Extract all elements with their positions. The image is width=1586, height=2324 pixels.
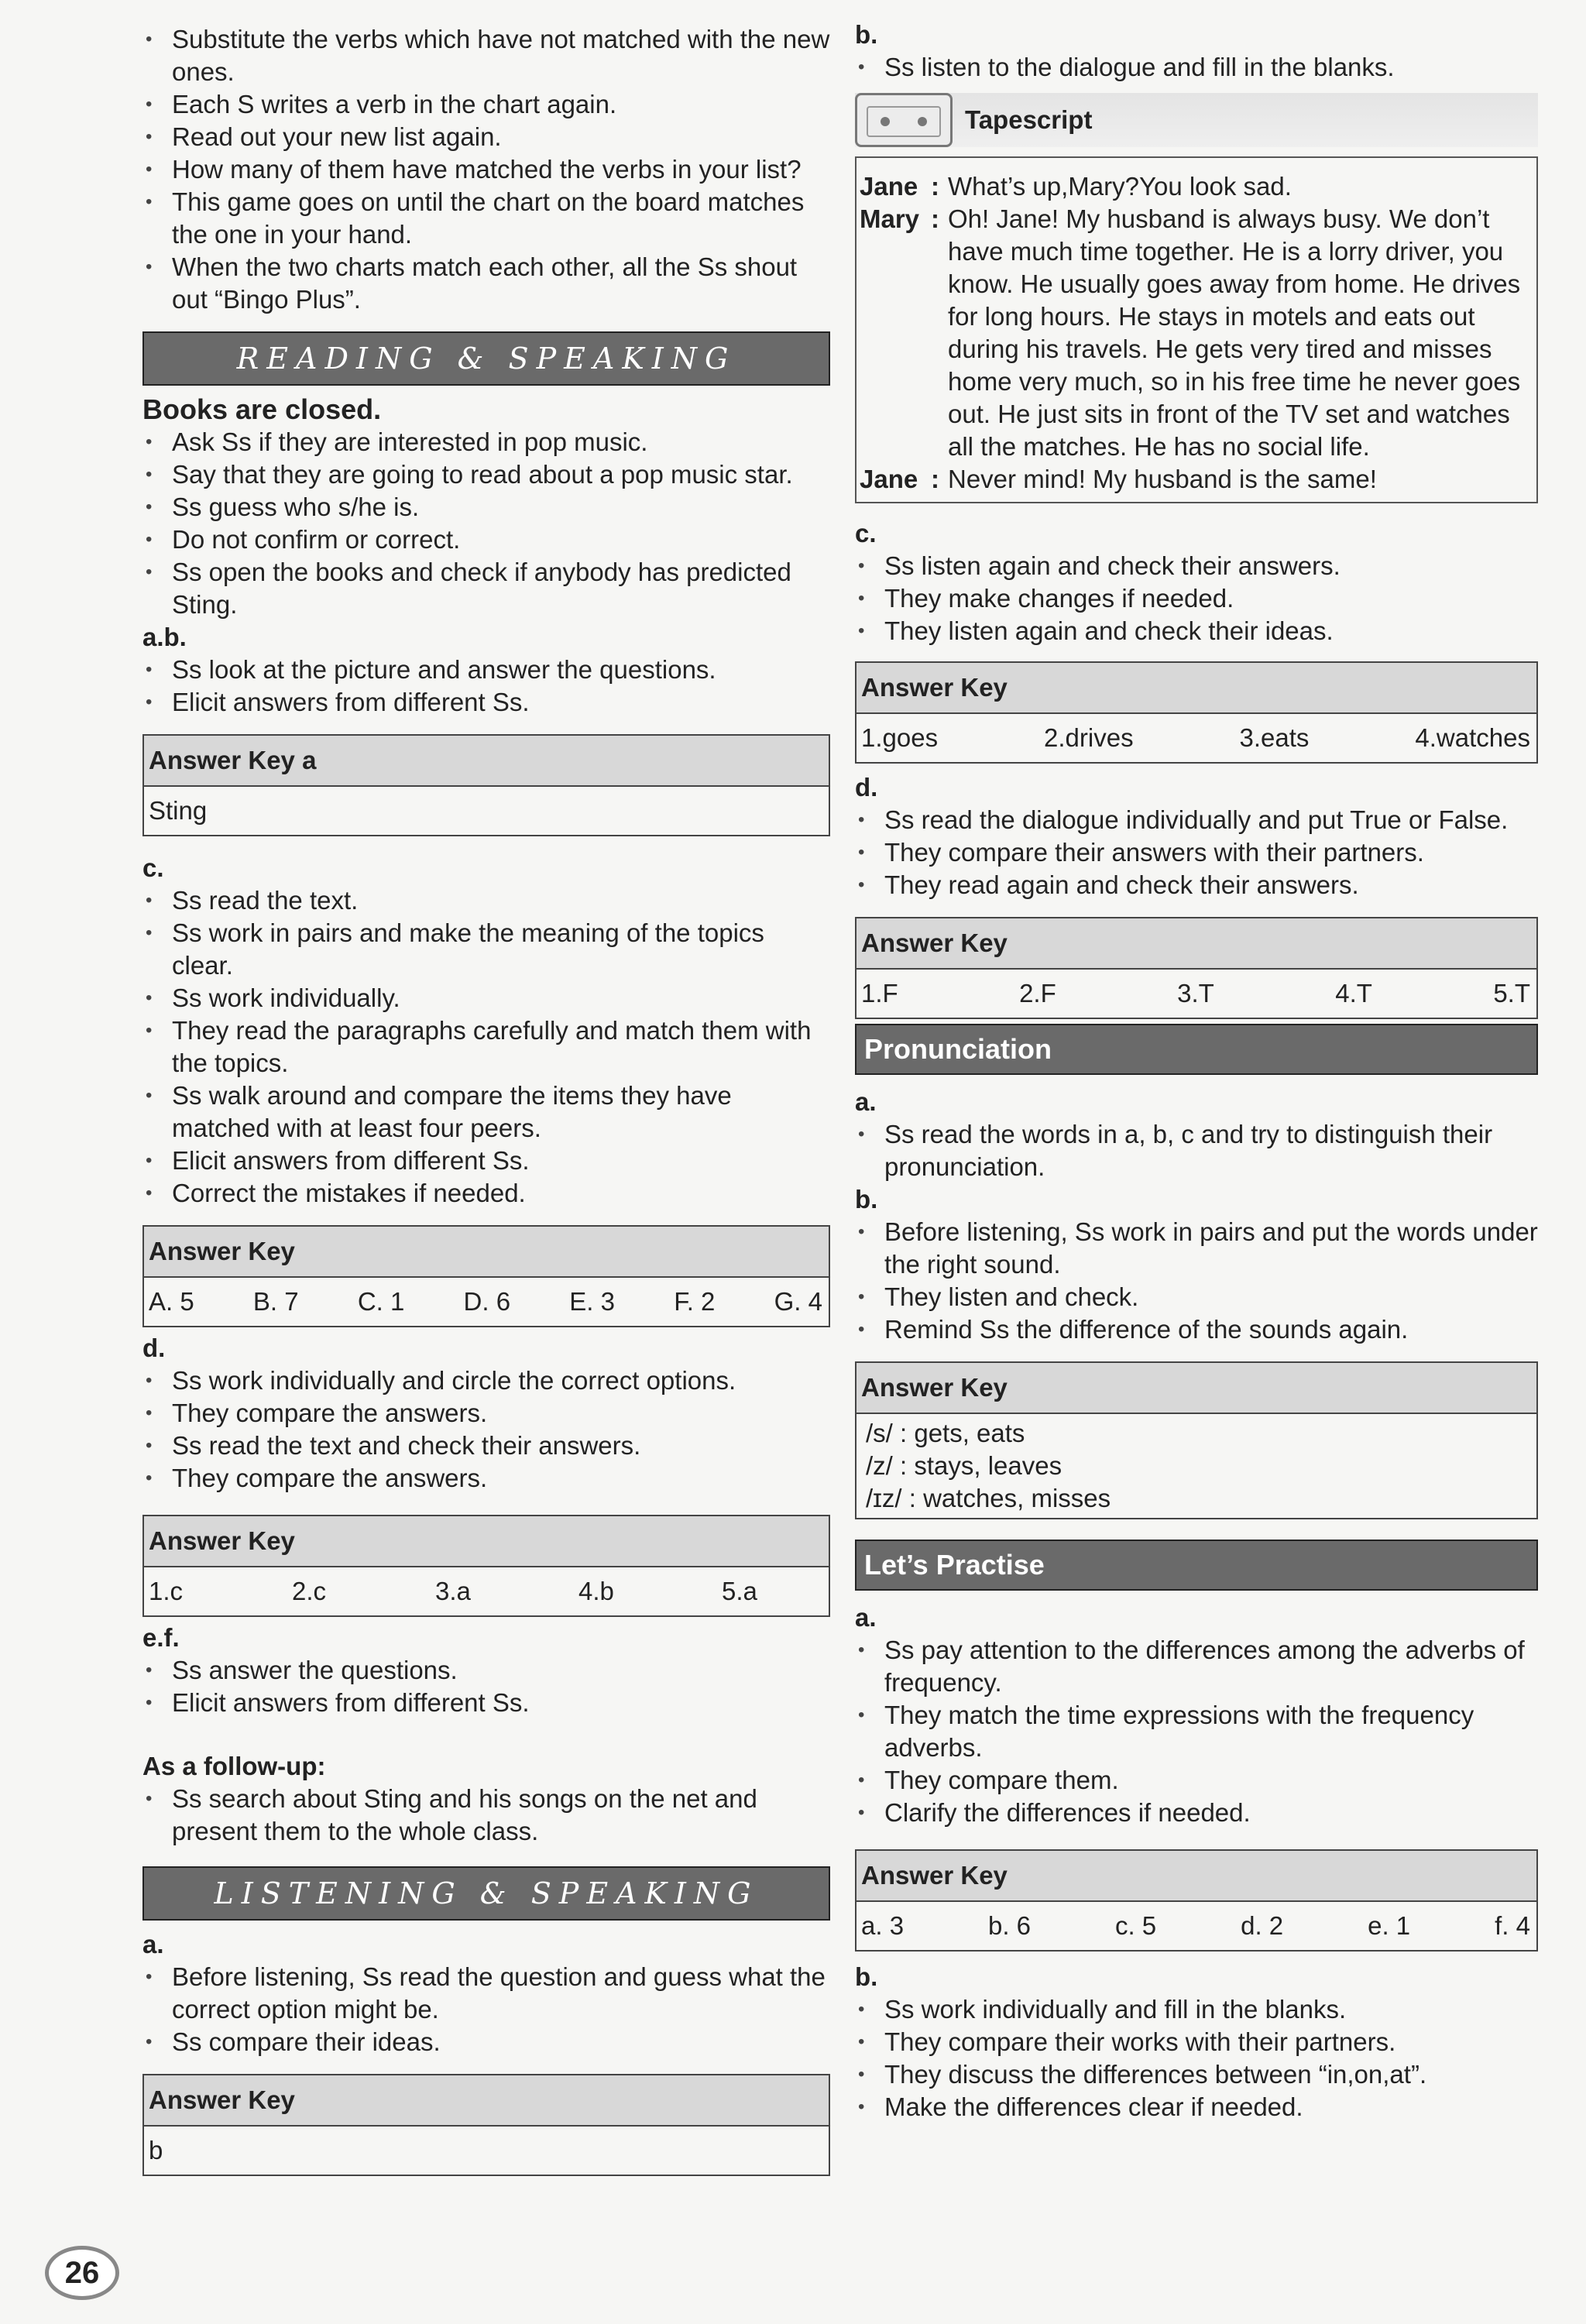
- dialogue-line: Jane : What’s up,Mary?You look sad.: [860, 170, 1532, 203]
- answer-key-row: [857, 1902, 1536, 1950]
- answer-value: 1.c: [149, 1577, 184, 1605]
- list-item: • They discuss the differences between “in,on,at”.: [855, 2058, 1538, 2091]
- list-item: • They listen again and check their ideas.: [855, 615, 1538, 647]
- answer-key-title: Answer Key: [144, 1516, 829, 1567]
- answer-value: a. 3: [861, 1911, 905, 1940]
- list-item: • Ss listen again and check their answers.: [855, 550, 1538, 582]
- answer-key-title: Answer Key: [857, 1363, 1536, 1414]
- speaker-name: Mary: [860, 204, 920, 233]
- answer-value: 2.drives: [1044, 723, 1134, 752]
- answer-key-row: [144, 787, 829, 835]
- answer-value: 1.goes: [861, 723, 939, 752]
- answer-value: f. 4: [1495, 1911, 1530, 1940]
- list-item: • Before listening, Ss read the question and guess what the correct option might be.: [142, 1961, 830, 2026]
- section-label-c: c.: [142, 853, 164, 882]
- list-item: • They read again and check their answers.: [855, 869, 1538, 901]
- answer-value: c. 5: [1114, 1911, 1157, 1940]
- right-column: [855, 19, 1538, 2123]
- answer-value: G. 4: [774, 1287, 822, 1316]
- list-item: • Elicit answers from different Ss.: [142, 1145, 830, 1177]
- intro-list: [142, 23, 830, 316]
- list-item: • Remind Ss the difference of the sounds again.: [855, 1313, 1538, 1346]
- answer-key-la: [142, 2074, 830, 2176]
- answer-key-title: Answer Key: [144, 1227, 829, 1278]
- list-item: • Each S writes a verb in the chart again.: [142, 88, 830, 121]
- answer-key-title: Answer Key: [857, 918, 1536, 970]
- list-item: • Ss look at the picture and answer the questions.: [142, 654, 830, 686]
- lpb-list: [855, 1993, 1538, 2123]
- answer-value: B. 7: [252, 1287, 299, 1316]
- dialogue-text: Oh! Jane! My husband is always busy. We don’t have much time together. He is a lorry driver, you know. He usually goes away from home. He drives for long hours. He stays in motels and eats out during his travels. He gets very tired and misses home very much, so in his free time he never goes out. He just sits in front of the TV set and watches all the matches. He has no social life.: [948, 204, 1521, 461]
- list-item: • They compare them.: [855, 1764, 1538, 1797]
- answer-key-title: Answer Key a: [144, 736, 829, 787]
- answer-value: e. 1: [1368, 1911, 1411, 1940]
- list-item: • They compare the answers.: [142, 1397, 830, 1430]
- ab-list: [142, 654, 830, 719]
- section-label-pa: a.: [855, 1087, 877, 1116]
- answer-key-title: Answer Key: [144, 2075, 829, 2127]
- list-item: • Ss pay attention to the differences among the adverbs of frequency.: [855, 1634, 1538, 1699]
- list-item: • Ss work individually and fill in the blanks.: [855, 1993, 1538, 2026]
- answer-value: 3.a: [435, 1577, 471, 1605]
- list-item: • Ss guess who s/he is.: [142, 491, 830, 524]
- list-item: • They compare their answers with their partners.: [855, 836, 1538, 869]
- speaker-name: Jane: [860, 172, 918, 201]
- answer-key-row: [144, 2127, 829, 2175]
- pb-list: [855, 1216, 1538, 1346]
- list-item: • Ss compare their ideas.: [142, 2026, 830, 2058]
- lets-practise-banner: Let’s Practise: [855, 1540, 1538, 1591]
- answer-key-row: [144, 1278, 829, 1326]
- list-item: • Substitute the verbs which have not matched with the new ones.: [142, 23, 830, 88]
- b-list: [855, 51, 1538, 84]
- reading-speaking-banner: READING & SPEAKING: [142, 331, 830, 386]
- answer-value: b. 6: [987, 1911, 1032, 1940]
- list-item: • Make the differences clear if needed.: [855, 2091, 1538, 2123]
- page-number-badge: [34, 2243, 135, 2305]
- d-list: [855, 804, 1538, 901]
- answer-value: b: [149, 2136, 163, 2164]
- answer-value: 4.b: [578, 1577, 614, 1605]
- list-item: • They listen and check.: [855, 1281, 1538, 1313]
- dialogue-text: What’s up,Mary?You look sad.: [948, 172, 1292, 201]
- books-list: [142, 426, 830, 621]
- list-item: • Ss read the text and check their answers.: [142, 1430, 830, 1462]
- section-label-ab: a.b.: [142, 623, 187, 651]
- list-item: • Ss work individually.: [142, 982, 830, 1014]
- list-item: • Ss answer the questions.: [142, 1654, 830, 1687]
- list-item: • Ss walk around and compare the items they have matched with at least four peers.: [142, 1080, 830, 1145]
- c-list: [142, 884, 830, 1210]
- page-number: 26: [64, 2256, 100, 2290]
- speaker-name: Jane: [860, 465, 918, 493]
- dialogue-line: Jane : Never mind! My husband is the same!: [860, 463, 1532, 496]
- list-item: • Read out your new list again.: [142, 121, 830, 153]
- answer-value: D. 6: [463, 1287, 511, 1316]
- tapescript-title: Tapescript: [965, 105, 1093, 134]
- ef-list: [142, 1654, 830, 1719]
- answer-value: E. 3: [569, 1287, 615, 1316]
- books-closed-heading: Books are closed.: [142, 393, 382, 425]
- section-label-d: d.: [855, 773, 878, 802]
- answer-key-a: [142, 734, 830, 836]
- list-item: • Ss work in pairs and make the meaning of the topics clear.: [142, 917, 830, 982]
- answer-key-listening-c: [855, 661, 1538, 764]
- list-item: • Ss open the books and check if anybody has predicted Sting.: [142, 556, 830, 621]
- list-item: • Ss listen to the dialogue and fill in the blanks.: [855, 51, 1538, 84]
- list-item: • They compare the answers.: [142, 1462, 830, 1495]
- list-item: • How many of them have matched the verbs in your list?: [142, 153, 830, 186]
- la-list: [142, 1961, 830, 2058]
- section-label-lpb: b.: [855, 1962, 878, 1991]
- list-item: • Before listening, Ss work in pairs and put the words under the right sound.: [855, 1216, 1538, 1281]
- section-label-c: c.: [855, 519, 877, 548]
- section-label-pb: b.: [855, 1185, 878, 1213]
- answer-key-rows: [857, 1414, 1536, 1518]
- answer-value: 4.watches: [1415, 723, 1530, 752]
- dialogue-line: Mary : Oh! Jane! My husband is always busy. We don’t have much time together. He is a lorry driver, you know. He usually goes away from home. He drives for long hours. He stays in motels and eats out during his travels. He gets very tired and misses home very much, so in his free time he never goes out. He just sits in front of the TV set and watches all the matches. He has no social life.: [860, 203, 1532, 463]
- answer-key-listening-d: [855, 917, 1538, 1019]
- list-item: • Ask Ss if they are interested in pop music.: [142, 426, 830, 458]
- answer-row: /s/ : gets, eats: [866, 1419, 1025, 1447]
- answer-value: 3.T: [1177, 979, 1214, 1008]
- tapescript-box: [855, 156, 1538, 503]
- answer-value: F. 2: [674, 1287, 716, 1316]
- answer-value: A. 5: [149, 1287, 194, 1316]
- pronunciation-banner: Pronunciation: [855, 1024, 1538, 1075]
- answer-key-d: [142, 1515, 830, 1617]
- list-item: • Ss read the dialogue individually and put True or False.: [855, 804, 1538, 836]
- answer-key-row: [857, 970, 1536, 1018]
- left-column: [142, 19, 830, 2176]
- answer-key-row: [857, 714, 1536, 762]
- answer-row: /ɪz/ : watches, misses: [866, 1484, 1111, 1512]
- section-label-la: a.: [142, 1930, 164, 1958]
- list-item: • Clarify the differences if needed.: [855, 1797, 1538, 1829]
- answer-value: Sting: [149, 796, 208, 825]
- answer-key-pronunciation: [855, 1361, 1538, 1519]
- followup-label: As a follow-up:: [142, 1752, 326, 1780]
- pa-list: [855, 1118, 1538, 1183]
- list-item: • Correct the mistakes if needed.: [142, 1177, 830, 1210]
- answer-value: 5.T: [1493, 979, 1530, 1008]
- listening-speaking-banner: LISTENING & SPEAKING: [142, 1866, 830, 1921]
- answer-key-row: [144, 1567, 829, 1615]
- answer-value: 5.a: [722, 1577, 757, 1605]
- section-label-d: d.: [142, 1334, 166, 1362]
- dialogue-text: Never mind! My husband is the same!: [948, 465, 1377, 493]
- answer-key-practise: [855, 1849, 1538, 1952]
- answer-key-title: Answer Key: [857, 663, 1536, 714]
- section-label-ef: e.f.: [142, 1623, 180, 1652]
- c-list: [855, 550, 1538, 647]
- list-item: • Ss read the words in a, b, c and try to distinguish their pronunciation.: [855, 1118, 1538, 1183]
- answer-value: 2.c: [292, 1577, 327, 1605]
- list-item: • Say that they are going to read about a pop music star.: [142, 458, 830, 491]
- followup-list: [142, 1783, 830, 1848]
- list-item: • They compare their works with their partners.: [855, 2026, 1538, 2058]
- list-item: • Elicit answers from different Ss.: [142, 1687, 830, 1719]
- list-item: • When the two charts match each other, all the Ss shout out “Bingo Plus”.: [142, 251, 830, 316]
- answer-value: 4.T: [1335, 979, 1372, 1008]
- list-item: • They read the paragraphs carefully and match them with the topics.: [142, 1014, 830, 1080]
- list-item: • Ss search about Sting and his songs on the net and present them to the whole class.: [142, 1783, 830, 1848]
- list-item: • They make changes if needed.: [855, 582, 1538, 615]
- answer-value: 1.F: [861, 979, 898, 1008]
- list-item: • Do not confirm or correct.: [142, 524, 830, 556]
- cassette-icon: [855, 93, 953, 147]
- answer-value: 3.eats: [1239, 723, 1310, 752]
- list-item: • Ss work individually and circle the correct options.: [142, 1365, 830, 1397]
- d-list: [142, 1365, 830, 1495]
- answer-value: C. 1: [357, 1287, 405, 1316]
- answer-value: d. 2: [1241, 1911, 1284, 1940]
- list-item: • They match the time expressions with the frequency adverbs.: [855, 1699, 1538, 1764]
- answer-key-c: [142, 1225, 830, 1327]
- answer-row: /z/ : stays, leaves: [866, 1451, 1062, 1480]
- answer-value: 2.F: [1019, 979, 1056, 1008]
- answer-key-title: Answer Key: [857, 1851, 1536, 1902]
- list-item: • Elicit answers from different Ss.: [142, 686, 830, 719]
- lpa-list: [855, 1634, 1538, 1829]
- section-label-lpa: a.: [855, 1603, 877, 1632]
- list-item: • This game goes on until the chart on the board matches the one in your hand.: [142, 186, 830, 251]
- section-label-b: b.: [855, 20, 878, 49]
- tapescript-header: [855, 93, 1538, 147]
- list-item: • Ss read the text.: [142, 884, 830, 917]
